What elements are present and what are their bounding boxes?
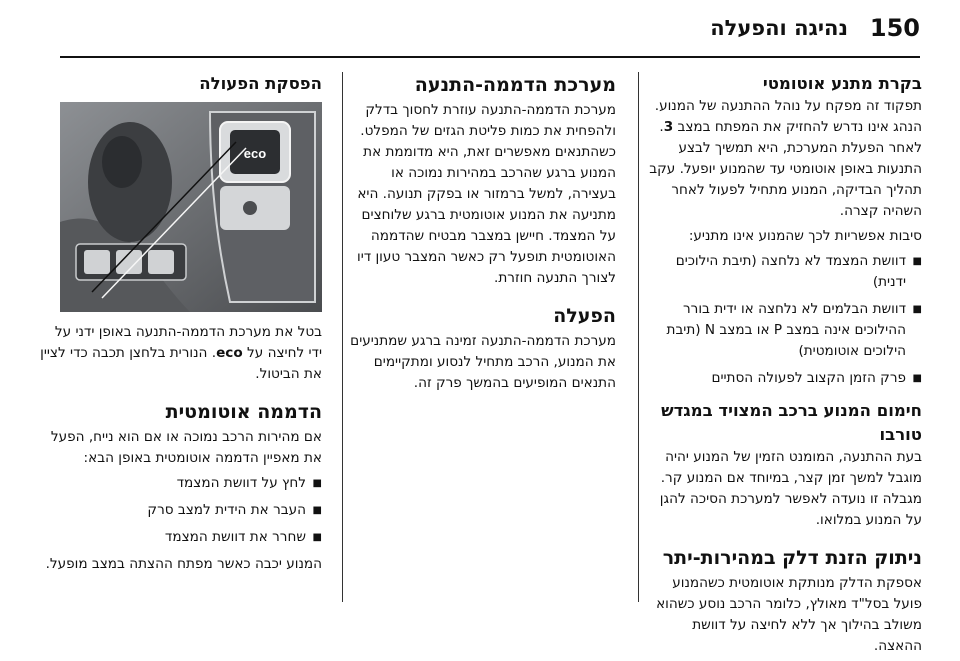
bullet-icon: ■ xyxy=(912,373,922,384)
autostop-paragraph: אם מהירות הרכב נמוכה או אם הוא נייח, הפעל את מאפיין הדממה אוטומטית באופן הבא: xyxy=(50,429,322,466)
activation-paragraph: מערכת הדממה-התנעה זמינה ברגע שמתניעים את המנוע, הרכב מתחיל לנסוע ומתקיימים התנאים המופיעים בהמשך פרק זה. xyxy=(350,333,616,391)
section-heading-stop-start: מערכת הדממה-התנעה xyxy=(414,74,616,96)
column-divider-left xyxy=(342,72,343,602)
section-heading-activation: הפעלה xyxy=(553,305,616,327)
section-heading-turbo-warmup: חימום המנוע ברכב המצויד במגדש טורבו xyxy=(661,401,922,444)
column-left xyxy=(40,62,322,579)
list-item: ■ לחץ על דוושת המצמד xyxy=(40,473,322,494)
list-item: ■ דוושת הבלמים לא נלחצה או ידית בורר ההילוכים אינה במצב P או במצב N (תיבת הילוכים אוטומטית) xyxy=(666,301,922,359)
turbo-warmup-paragraph: בעת ההתנעה, המומנט הזמין של המנוע יהיה מוגבל למשך זמן קצר, במיוחד אם המנוע קר. מגבלה זו נועדה לאפשר למערכת הסיכה להגן על המנוע במלואו. xyxy=(659,449,922,528)
chapter-title: נהיגה והפעלה xyxy=(710,16,848,40)
bullet-icon: ■ xyxy=(912,304,922,315)
auto-start-paragraph: תפקוד זה מפקח על נוהל ההתנעה של המנוע. הנהג אינו נדרש להחזיק את המפתח במצב 3. לאחר הפעלת המערכת, היא תמשיך לבצע התנעות באופן אוטומטי עד שהמנוע יופעל. עקב תהליך הבדיקה, המנוע מתחיל לפעול לאחר השהיה קצרה. xyxy=(649,98,922,219)
reasons-intro: סיבות אפשריות לכך שהמנוע אינו מתניע: xyxy=(688,228,922,244)
column-right xyxy=(640,62,922,661)
overrun-cutoff-paragraph: אספקת הדלק מנותקת אוטומטית כשהמנוע פועל בסל"ד מאולץ, כלומר הרכב נוסע כשהוא משולב בהילוך אך ללא לחיצה על דוושת ההאצה. xyxy=(656,575,922,654)
section-heading-autostop: הדממה אוטומטית xyxy=(165,401,322,423)
eco-button-label: eco xyxy=(243,146,267,161)
section-heading-deactivation: הפסקת הפעולה xyxy=(199,74,322,93)
list-item: ■ שחרר את דוושת המצמד xyxy=(40,527,322,548)
console-illustration xyxy=(60,102,322,312)
bullet-icon: ■ xyxy=(912,256,922,267)
page-header xyxy=(0,8,960,52)
deactivation-caption: בטל את מערכת הדממה-התנעה באופן ידני על ידי לחיצה על eco. הנורית בלחצן תכבה כדי לציין את הביטול. xyxy=(40,324,322,382)
list-item: ■ דוושת המצמד לא נלחצה (תיבת הילוכים ידנית) xyxy=(675,253,922,290)
list-item: ■ העבר את הידית למצב סרק xyxy=(40,500,322,521)
column-middle xyxy=(344,62,616,398)
section-heading-overrun-cutoff: ניתוק הזנת דלק במהירות-יתר xyxy=(662,547,922,569)
eco-button-photo xyxy=(60,102,322,312)
bullet-icon: ■ xyxy=(312,478,322,489)
header-rule xyxy=(60,56,920,58)
section-heading-auto-start: בקרת מתנע אוטומטי xyxy=(762,74,922,93)
bullet-icon: ■ xyxy=(312,505,322,516)
column-divider-right xyxy=(638,72,639,602)
list-item: ■ פרק הזמן הקצוב לפעולה הסתיים xyxy=(640,368,922,389)
stop-start-paragraph: מערכת הדממה-התנעה עוזרת לחסוך בדלק ולהפחית את כמות פליטת הגזים של המפלט. כשהתנאים מאפשרים זאת, היא מדוממת את המנוע ברגע שהרכב במהירות נמוכה או בעצירה, למשל ברמזור או בפקק תנועה. היא מתניעה את המנוע אוטומטית ברגע שלוחצים על המצמד. חיישן במצבר מבטיח שהדממה האוטומטית תופעל רק כאשר המצבר טעון דיו לצורך התנעה חוזרת. xyxy=(356,102,616,286)
bullet-icon: ■ xyxy=(312,532,322,543)
page-number: 150 xyxy=(869,14,920,42)
autostop-final-paragraph: המנוע יכבה כאשר מפתח ההצתה במצב מופעל. xyxy=(45,556,322,572)
